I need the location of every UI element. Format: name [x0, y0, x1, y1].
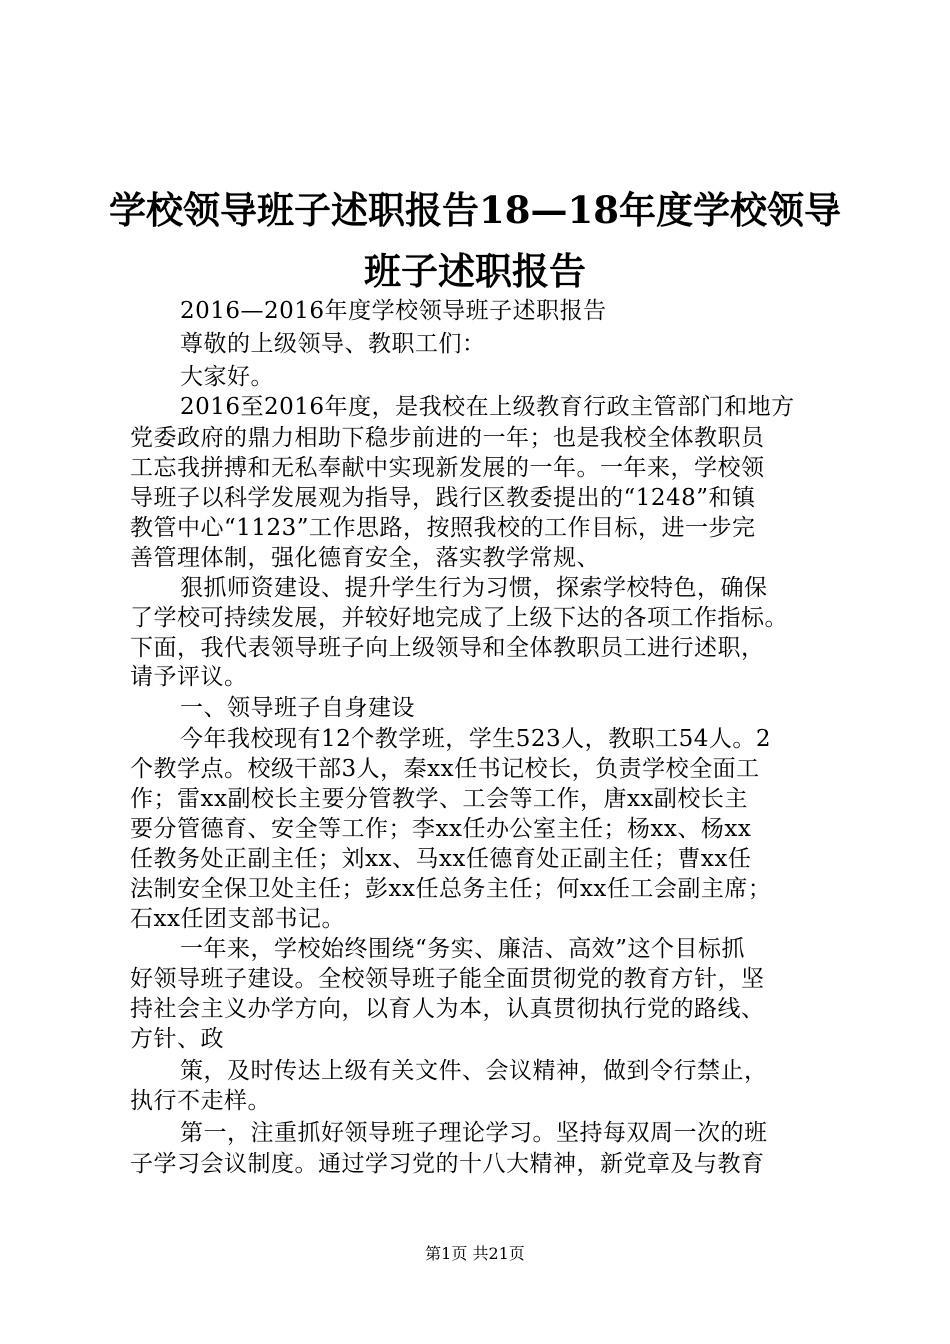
body-line: 狠抓师资建设、提升学生行为习惯，探索学校特色，确保 [180, 575, 768, 601]
body-line: 导班子以科学发展观为指导，践行区教委提出的“1248”和镇 [130, 485, 756, 511]
body-line: 石xx任团支部书记。 [130, 906, 345, 932]
body-line: 作；雷xx副校长主要分管教学、工会等工作，唐xx副校长主 [130, 786, 748, 812]
section-heading: 一、领导班子自身建设 [180, 695, 415, 721]
document-title-line-1: 学校领导班子述职报告18—18年度学校领导 [109, 188, 841, 232]
body-line: 法制安全保卫处主任；彭xx任总务主任；何xx任工会副主席； [130, 876, 772, 902]
body-line: 好领导班子建设。全校领导班子能全面贯彻党的教育方针，坚 [130, 966, 765, 992]
body-line: 下面，我代表领导班子向上级领导和全体教职员工进行述职， [130, 635, 765, 661]
body-line: 党委政府的鼎力相助下稳步前进的一年；也是我校全体教职员 [130, 425, 765, 451]
body-line: 工忘我拼搏和无私奉献中实现新发展的一年。一年来，学校领 [130, 455, 765, 481]
body-line: 策，及时传达上级有关文件、会议精神，做到令行禁止， [180, 1058, 768, 1084]
body-line: 请予评议。 [130, 664, 248, 690]
body-line: 今年我校现有12个教学班，学生523人，教职工54人。2 [180, 726, 772, 752]
body-line: 个教学点。校级干部3人，秦xx任书记校长，负责学校全面工 [130, 756, 760, 782]
body-line: 子学习会议制度。通过学习党的十八大精神，新党章及与教育 [130, 1151, 765, 1177]
body-line: 一年来，学校始终围绕“务实、廉洁、高效”这个目标抓 [180, 936, 746, 962]
body-line: 大家好。 [180, 364, 274, 390]
body-line: 了学校可持续发展，并较好地完成了上级下达的各项工作指标。 [130, 605, 788, 631]
body-line: 持社会主义办学方向，以育人为本，认真贯彻执行党的路线、 [130, 996, 765, 1022]
body-line: 尊敬的上级领导、教职工们： [180, 331, 486, 357]
body-line: 第一，注重抓好领导班子理论学习。坚持每双周一次的班 [180, 1120, 768, 1146]
body-line: 执行不走样。 [130, 1088, 271, 1114]
body-line: 2016至2016年度，是我校在上级教育行政主管部门和地方 [180, 394, 795, 420]
page-number-footer: 第1页 共21页 [425, 1244, 525, 1263]
body-line: 要分管德育、安全等工作；李xx任办公室主任；杨xx、杨xx [130, 816, 752, 842]
body-line: 任教务处正副主任；刘xx、马xx任德育处正副主任；曹xx任 [130, 846, 752, 872]
document-title-line-2: 班子述职报告 [364, 249, 586, 293]
body-line: 教管中心“1123”工作思路，按照我校的工作目标，进一步完 [130, 515, 756, 541]
body-line: 方针、政 [130, 1026, 224, 1052]
body-line: 善管理体制，强化德育安全，落实教学常规、 [130, 545, 600, 571]
body-line: 2016—2016年度学校领导班子述职报告 [180, 298, 607, 324]
